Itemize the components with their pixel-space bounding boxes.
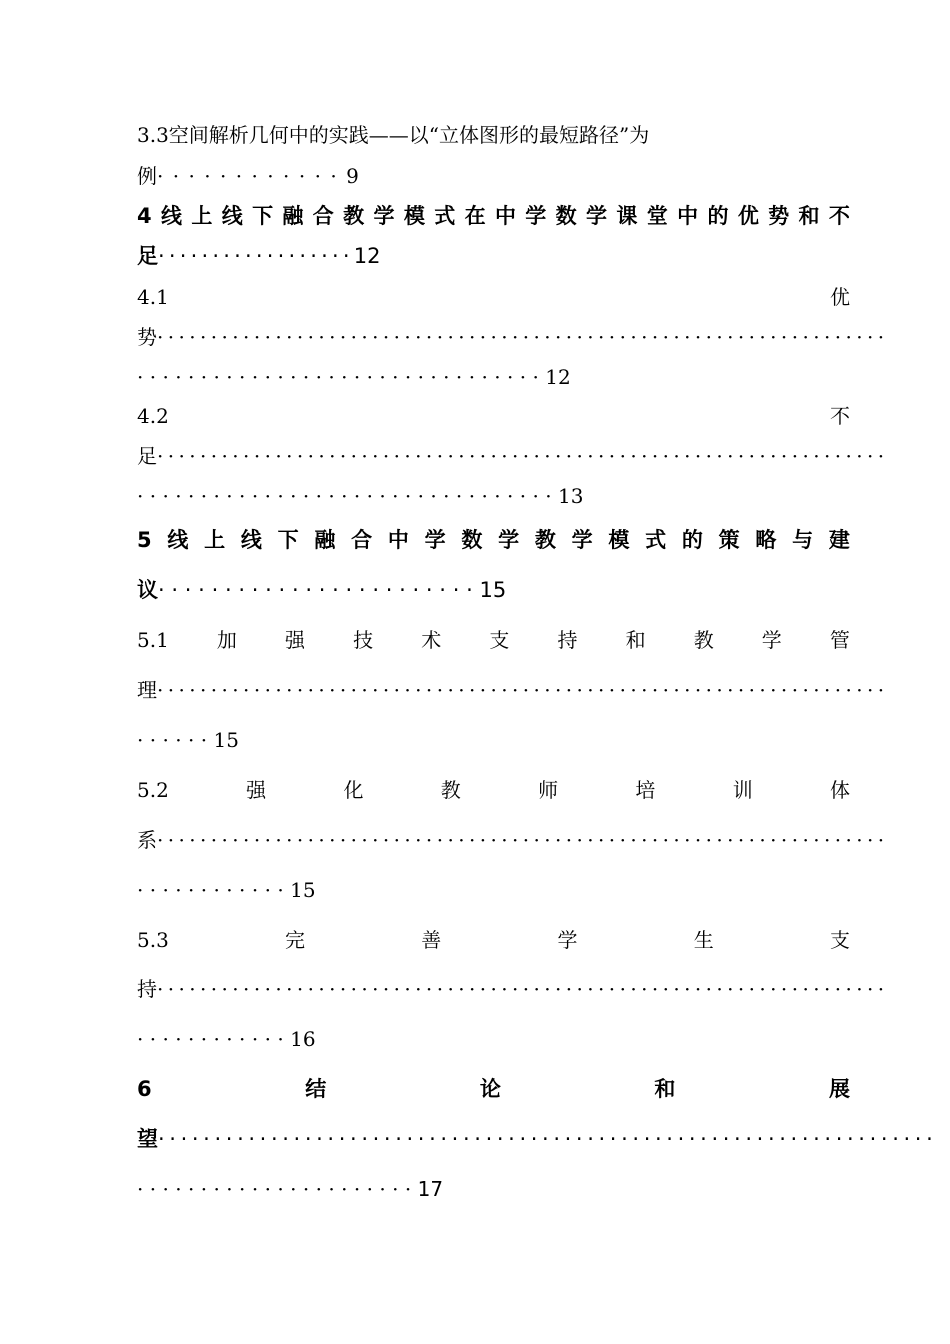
toc-leader-dots: ························ — [158, 578, 480, 602]
toc-leader-dots: ············ — [137, 1027, 291, 1051]
toc-word: 学 — [557, 928, 578, 952]
toc-page-number: 9 — [346, 164, 359, 188]
toc-word: 建 — [828, 528, 850, 552]
toc-entry-text: 持 — [137, 977, 157, 1001]
toc-word: 体 — [830, 778, 850, 802]
toc-leader-dots: ······ — [137, 728, 214, 752]
toc-word: 展 — [829, 1077, 850, 1101]
toc-word: 学 — [571, 528, 593, 552]
toc-word: 式 — [434, 204, 456, 228]
toc-leader-dots: ·················· — [158, 244, 354, 268]
toc-word: 不 — [828, 204, 850, 228]
toc-entry-6-line1 — [137, 1076, 850, 1102]
toc-section-number: 4.1 — [137, 285, 169, 309]
toc-word: 支 — [489, 628, 510, 652]
toc-entry-5-line1 — [137, 527, 850, 553]
toc-word: 强 — [246, 778, 267, 802]
toc-word: 生 — [693, 928, 714, 952]
toc-word: 优 — [737, 204, 759, 228]
toc-entry-6-line3 — [137, 1176, 850, 1202]
toc-entry-text: 势 — [137, 325, 157, 349]
toc-page-number: 16 — [290, 1027, 316, 1051]
toc-word: 中 — [677, 204, 699, 228]
toc-entry-5-2-line2 — [137, 827, 889, 853]
toc-page-number: 15 — [479, 578, 507, 602]
toc-word: 优 — [830, 285, 850, 309]
toc-entry-text: 理 — [137, 678, 157, 702]
toc-word: 课 — [616, 204, 638, 228]
toc-word: 势 — [768, 204, 790, 228]
toc-word: 融 — [314, 528, 336, 552]
toc-word: 教 — [343, 204, 365, 228]
toc-entry-5-2-line1 — [137, 777, 850, 803]
toc-word: 训 — [732, 778, 753, 802]
toc-entry-5-1-line3 — [137, 727, 850, 753]
toc-page-number: 12 — [545, 365, 571, 389]
toc-page-number: 15 — [290, 878, 316, 902]
toc-entry-5-line2 — [137, 577, 850, 603]
toc-entry-text: 足 — [137, 244, 158, 268]
toc-word: 加 — [216, 628, 237, 652]
toc-entry-4-1-line3 — [137, 364, 850, 390]
toc-word: 结 — [305, 1077, 327, 1101]
toc-word: 善 — [421, 928, 442, 952]
toc-word: 中 — [494, 204, 516, 228]
toc-leader-dots: ···································································· — [157, 977, 889, 1001]
toc-entry-text: 系 — [137, 828, 157, 852]
toc-word: 策 — [718, 528, 740, 552]
toc-entry-4-2-line2 — [137, 443, 889, 469]
toc-entry-4-2-line3 — [137, 483, 850, 509]
toc-word: 的 — [707, 204, 729, 228]
toc-word: 的 — [681, 528, 703, 552]
toc-word: 略 — [755, 528, 777, 552]
toc-entry-5-3-line3 — [137, 1026, 850, 1052]
toc-word: 学 — [498, 528, 520, 552]
toc-word: 上 — [204, 528, 226, 552]
toc-entry-4-line1 — [137, 203, 850, 229]
toc-leader-dots: ································ — [137, 365, 546, 389]
toc-word: 培 — [635, 778, 656, 802]
toc-word: 不 — [830, 404, 850, 428]
toc-word: 数 — [461, 528, 483, 552]
toc-entry-5-1-line1 — [137, 627, 850, 653]
toc-chapter-number: 4 — [137, 204, 152, 228]
toc-section-number: 4.2 — [137, 404, 169, 428]
toc-section-number: 5.1 — [137, 628, 169, 652]
toc-word: 论 — [479, 1077, 501, 1101]
toc-word: 下 — [277, 528, 299, 552]
toc-word: 支 — [829, 928, 850, 952]
toc-leader-dots: ································· — [137, 484, 558, 508]
toc-word: 上 — [191, 204, 213, 228]
toc-word: 和 — [654, 1077, 676, 1101]
toc-entry-4-line2 — [137, 243, 850, 269]
toc-entry-5-3-line2 — [137, 976, 889, 1002]
toc-page-number: 13 — [558, 484, 584, 508]
toc-word: 线 — [221, 204, 243, 228]
toc-entry-4-2-line1 — [137, 403, 850, 429]
toc-entry-5-1-line2 — [137, 677, 889, 703]
toc-word: 完 — [285, 928, 306, 952]
toc-entry-3-3-line2 — [137, 163, 850, 189]
toc-page-number: 17 — [417, 1177, 444, 1201]
toc-word: 中 — [387, 528, 409, 552]
toc-word: 学 — [586, 204, 608, 228]
toc-word: 下 — [252, 204, 274, 228]
toc-leader-dots: ···································································· — [157, 678, 889, 702]
toc-word: 线 — [167, 528, 189, 552]
toc-page-number: 12 — [353, 244, 381, 268]
toc-chapter-number: 6 — [137, 1077, 152, 1101]
toc-entry-text: 例 — [137, 164, 157, 188]
toc-word: 和 — [798, 204, 820, 228]
toc-word: 学 — [761, 628, 782, 652]
toc-entry-5-3-line1 — [137, 927, 850, 953]
toc-entry-text: 议 — [137, 578, 158, 602]
toc-word: 教 — [534, 528, 556, 552]
toc-leader-dots: ···································································· — [157, 325, 889, 349]
toc-word: 术 — [421, 628, 442, 652]
toc-leader-dots: ············ — [157, 164, 347, 188]
toc-word: 强 — [285, 628, 306, 652]
toc-word: 教 — [440, 778, 461, 802]
toc-leader-dots: ···································································· — [157, 444, 889, 468]
toc-chapter-number: 5 — [137, 528, 152, 552]
toc-word: 技 — [353, 628, 374, 652]
toc-leader-dots: ······················ — [137, 1177, 418, 1201]
toc-entry-3-3-line1: 3.3空间解析几何中的实践——以“立体图形的最短路径”为 — [137, 123, 650, 147]
toc-word: 教 — [693, 628, 714, 652]
toc-section-number: 5.2 — [137, 778, 169, 802]
toc-word: 在 — [464, 204, 486, 228]
toc-word: 模 — [403, 204, 425, 228]
toc-word: 学 — [424, 528, 446, 552]
toc-word: 合 — [312, 204, 334, 228]
toc-entry-6-line2 — [137, 1126, 938, 1152]
toc-section-number: 5.3 — [137, 928, 169, 952]
toc-leader-dots: ···································································· — [157, 828, 889, 852]
toc-leader-dots: ············ — [137, 878, 291, 902]
toc-word: 模 — [608, 528, 630, 552]
toc-word: 融 — [282, 204, 304, 228]
toc-word: 合 — [351, 528, 373, 552]
toc-entry-text: 望 — [137, 1127, 158, 1151]
toc-word: 堂 — [646, 204, 668, 228]
toc-word: 化 — [343, 778, 364, 802]
toc-word: 学 — [373, 204, 395, 228]
toc-word: 数 — [555, 204, 577, 228]
toc-word: 线 — [160, 204, 182, 228]
toc-entry-text: 足 — [137, 444, 157, 468]
toc-entry-5-2-line3 — [137, 877, 850, 903]
toc-word: 学 — [525, 204, 547, 228]
toc-word: 师 — [538, 778, 559, 802]
toc-word: 式 — [645, 528, 667, 552]
toc-word: 与 — [792, 528, 814, 552]
toc-leader-dots: ····································································· — [158, 1127, 938, 1151]
toc-page-number: 15 — [213, 728, 239, 752]
toc-entry-4-1-line1 — [137, 284, 850, 310]
toc-word: 线 — [240, 528, 262, 552]
toc-word: 和 — [625, 628, 646, 652]
toc-entry-4-1-line2 — [137, 324, 889, 350]
toc-word: 管 — [829, 628, 850, 652]
toc-word: 持 — [557, 628, 578, 652]
